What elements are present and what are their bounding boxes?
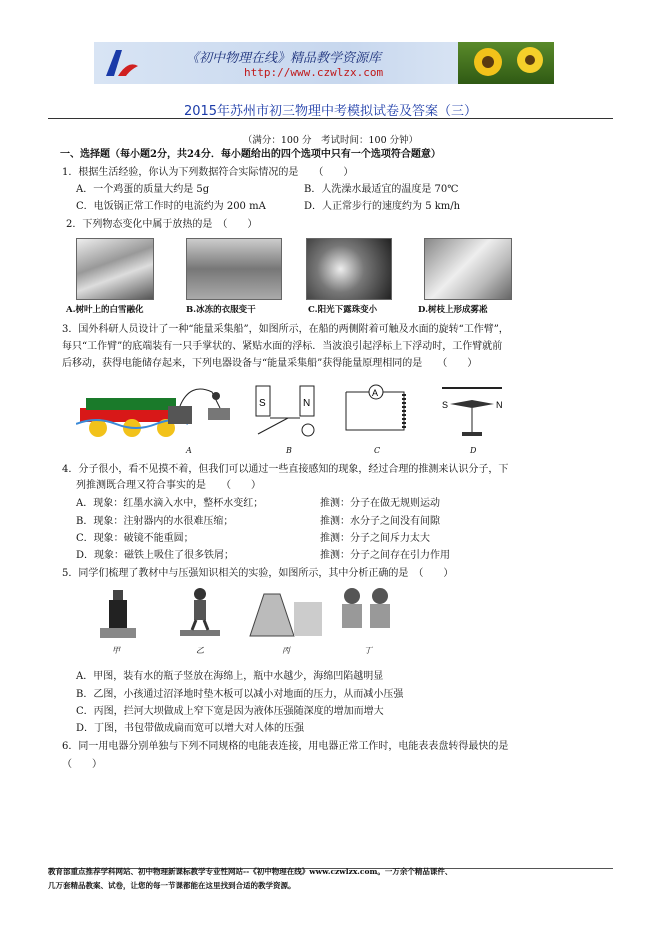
svg-text:N: N (303, 398, 311, 409)
q6-line-1: 6．同一用电器分别单独与下列不同规格的电能表连接，用电器正常工作时，电能表表盘转得最快的是 (62, 741, 509, 752)
svg-text:A: A (372, 388, 379, 398)
q3-label-a: A (186, 446, 192, 455)
q5-label-bing: 丙 (282, 646, 290, 655)
q4-option-d-phenomenon: D．现象：磁铁上吸住了很多铁屑； (76, 550, 235, 561)
q5-figure-bing-dam (244, 590, 324, 640)
q1-stem: 1．根据生活经验，你认为下列数据符合实际情况的是 （ ） (62, 167, 354, 178)
q5-option-b: B．乙图，小孩通过沼泽地时垫木板可以减小对地面的压力，从而减小压强 (76, 689, 404, 700)
q5-option-d: D．丁图，书包带做成扁而宽可以增大对人体的压强 (76, 723, 305, 734)
exam-title: 2015年苏州市初三物理中考模拟试卷及答案（三） (183, 104, 478, 119)
q1-option-c: C．电饭锅正常工作时的电流约为 200 mA (76, 201, 266, 212)
site-logo-icon (100, 46, 142, 80)
svg-text:S: S (259, 398, 266, 409)
option-c-electromagnet-circuit (340, 380, 420, 438)
option-a-motor-circuit (160, 378, 240, 436)
q3-line-3: 后移动，获得电能储存起来，下列电器设备与“能量采集船”获得能量原理相同的是 （ ） (62, 358, 478, 369)
q3-label-d: D (470, 446, 477, 455)
q5-label-yi: 乙 (196, 646, 204, 655)
q4-line-1: 4．分子很小，看不见摸不着，但我们可以通过一些直接感知的现象，经过合理的推测来认识分子，下 (62, 464, 509, 475)
option-b-generator-magnets (248, 378, 328, 440)
q2-stem: 2．下列物态变化中属于放热的是 （ ） (66, 219, 258, 230)
q5-option-c: C．丙图，拦河大坝做成上窄下宽是因为液体压强随深度的增加而增大 (76, 706, 384, 717)
banner-url[interactable]: http://www.czwlzx.com (244, 66, 384, 79)
q2-caption-b: B.冰冻的衣服变干 (186, 305, 256, 315)
q1-option-a: A．一个鸡蛋的质量大约是 5g (76, 184, 210, 195)
q5-figure-yi-child-board (178, 586, 222, 642)
q1-option-d: D．人正常步行的速度约为 5 km/h (304, 201, 461, 212)
footer-line-2: 几万套精品教案、试卷，让您的每一节课都能在这里找到合适的教学资源。 (48, 881, 296, 890)
q5-figure-ding-schoolbags (334, 586, 398, 642)
title-divider (48, 118, 613, 119)
q2-photo-rime (424, 238, 512, 300)
q2-caption-d: D.树枝上形成雾凇 (418, 305, 488, 315)
q2-photo-dewdrops (306, 238, 392, 300)
q2-caption-c: C.阳光下露珠变小 (308, 305, 378, 315)
q3-line-1: 3．国外科研人员设计了一种“能量采集船”，如图所示，在船的两侧附着可触及水面的旋转“工作臂”， (62, 324, 509, 335)
q4-option-b-phenomenon: B．现象：注射器内的水很难压缩； (76, 516, 234, 527)
q5-figure-jia-bottle (100, 588, 136, 640)
q5-option-a: A．甲图，装有水的瓶子竖放在海绵上，瓶中水越少，海绵凹陷越明显 (76, 671, 384, 682)
section-heading: 一、选择题（每小题2分，共24分．每小题给出的四个选项中只有一个选项符合题意） (60, 149, 441, 160)
q4-option-d-inference: 推测：分子之间存在引力作用 (320, 550, 450, 561)
footer-line-1: 教育部重点推荐学科网站、初中物理新课标教学专业性网站--《初中物理在线》www.czwlzx.com。一万余个精品课件、 (48, 867, 453, 876)
q6-line-2: （ ） (62, 759, 102, 770)
q1-option-b: B．人洗澡水最适宜的温度是 70℃ (304, 184, 459, 195)
q5-label-ding: 丁 (364, 646, 372, 655)
q5-label-jia: 甲 (112, 646, 120, 655)
svg-text:S: S (442, 400, 449, 410)
banner-title: 《初中物理在线》精品教学资源库 (186, 51, 382, 66)
q4-option-b-inference: 推测：水分子之间没有间隙 (320, 516, 440, 527)
q3-label-b: B (286, 446, 292, 455)
exam-meta: （满分：100 分 考试时间：100 分钟） (242, 135, 419, 146)
q2-photo-frozen-clothes (186, 238, 282, 300)
svg-text:N: N (496, 400, 503, 410)
site-banner (94, 42, 554, 84)
sunflower-image (458, 42, 554, 84)
q2-caption-a: A.树叶上的白雪融化 (66, 305, 144, 315)
q2-photo-snow (76, 238, 154, 300)
q3-label-c: C (374, 446, 381, 455)
q4-line-2: 列推测既合理又符合事实的是 （ ） (76, 480, 261, 491)
q4-option-a-inference: 推测：分子在做无规则运动 (320, 498, 440, 509)
q4-option-c-inference: 推测：分子之间斥力太大 (320, 533, 430, 544)
q5-stem: 5．同学们梳理了教材中与压强知识相关的实验，如图所示，其中分析正确的是 （ ） (62, 568, 454, 579)
q4-option-a-phenomenon: A．现象：红墨水滴入水中，整杯水变红； (76, 498, 264, 509)
q3-line-2: 每只“工作臂”的底端装有一只手掌状的、紧贴水面的浮标．当波浪引起浮标上下浮动时，工作臂就前 (62, 341, 503, 352)
q4-option-c-phenomenon: C．现象：破镜不能重圆； (76, 533, 194, 544)
option-d-oersted-needle (432, 380, 512, 440)
